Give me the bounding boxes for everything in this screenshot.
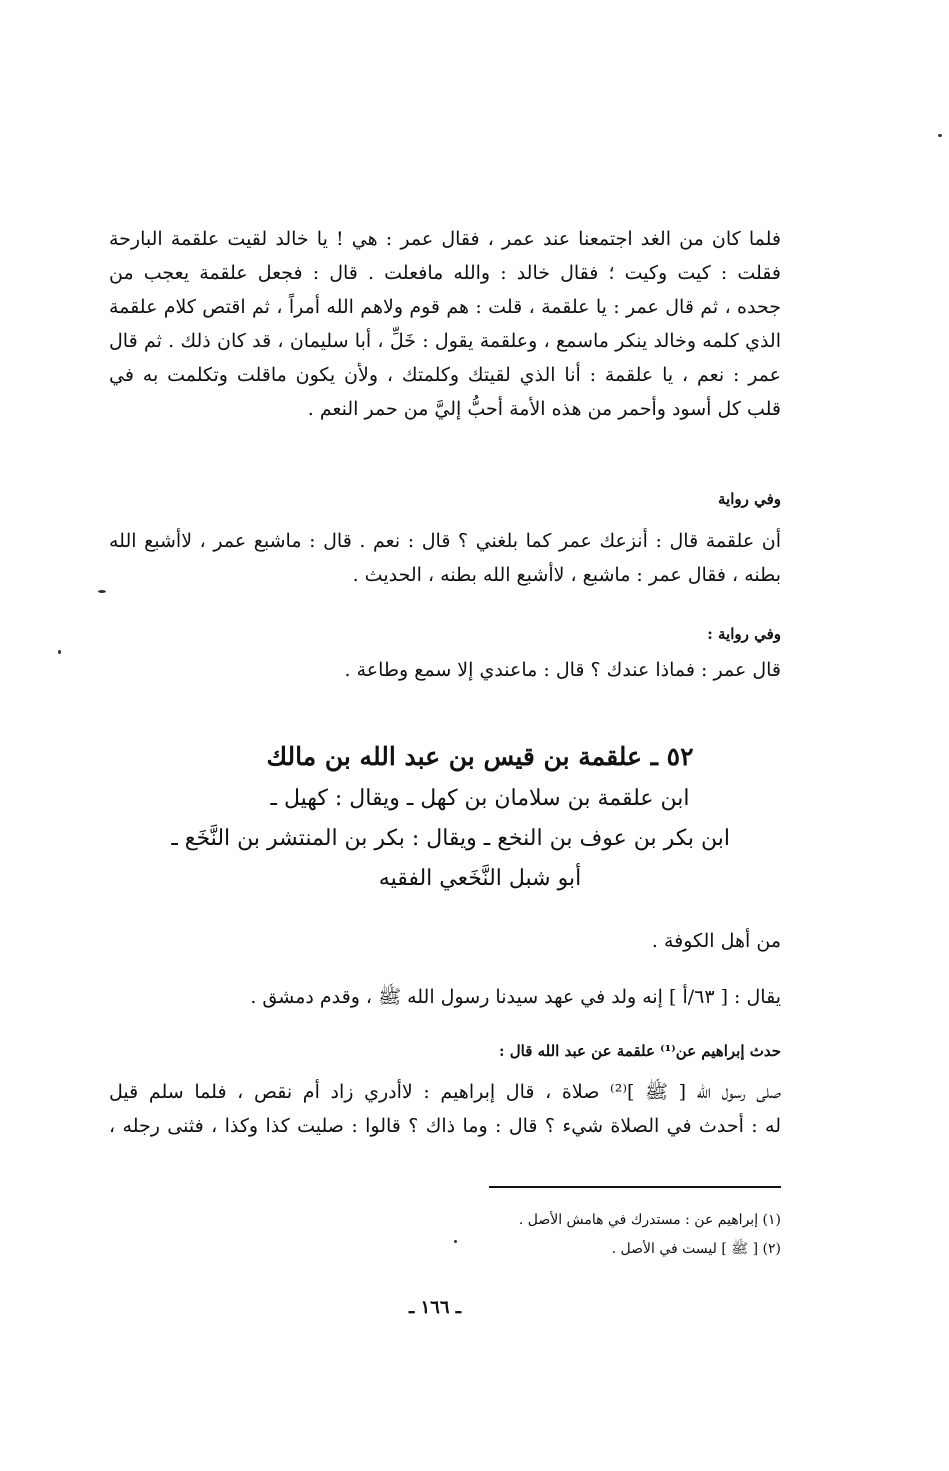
- footnote: (١) إبراهيم عن : مستدرك في هامش الأصل .: [518, 1212, 781, 1228]
- entry-title: ٥٢ ـ علقمة بن قيس بن عبد الله بن مالك: [266, 742, 694, 771]
- paragraph-line: عمر : نعم ، يا علقمة : أنا الذي لقيتك وكلمتك ، ولأن يكون ماقلت وتكلمت به في: [109, 364, 781, 386]
- riwaya-heading: وفي رواية :: [707, 625, 781, 643]
- paragraph-line: الذي كلمه وخالد ينكر ماسمع ، وعلقمة يقول : خَلِّ ، أبا سليمان ، قد كان ذلك . ثم قال: [109, 330, 781, 352]
- narrative-paragraph: [109, 222, 781, 426]
- scan-speck: [98, 590, 106, 593]
- paragraph-line: أن علقمة قال : أنزعك عمر كما بلغني ؟ قال : نعم . قال : ماشبع عمر ، لاأشبع الله: [109, 530, 781, 552]
- scan-speck: [454, 1240, 457, 1243]
- paragraph-line: فلما كان من الغد اجتمعنا عند عمر ، فقال عمر : هي ! يا خالد لقيت علقمة البارحة: [109, 228, 781, 250]
- scan-speck: [58, 650, 61, 654]
- footnote-divider: [489, 1186, 781, 1188]
- scan-speck: [938, 134, 942, 137]
- paragraph-line: فقلت : كيت وكيت ؛ فقال خالد : والله مافعلت . قال : فجعل علقمة يعجب من: [109, 262, 781, 284]
- origin-text: من أهل الكوفة .: [651, 930, 781, 952]
- entry-heading: [171, 735, 730, 899]
- riwaya-heading: وفي رواية: [717, 490, 781, 508]
- hadith-paragraph: [109, 1075, 781, 1143]
- entry-lineage-line: ابن علقمة بن سلامان بن كهل ـ ويقال : كهيل ـ: [270, 786, 690, 811]
- entry-kunya: أبو شبل النَّخَعي الفقيه: [378, 866, 582, 891]
- riwaya-paragraph: [109, 524, 781, 592]
- riwaya-text: قال عمر : فماذا عندك ؟ قال : ماعندي إلا سمع وطاعة .: [344, 659, 781, 681]
- birth-text: يقال : [ ٦٣/أ ] إنه ولد في عهد سيدنا رسول الله ﷺ ، وقدم دمشق .: [250, 986, 781, 1008]
- entry-lineage-line: ابن بكر بن عوف بن النخع ـ ويقال : بكر بن المنتشر بن النَّخَع ـ: [171, 826, 730, 851]
- paragraph-line: له : أحدث في الصلاة شيء ؟ قال : وما ذاك ؟ قالوا : صليت كذا وكذا ، فثنى رجله ،: [109, 1115, 781, 1137]
- isnad-line: حدث إبراهيم عن⁽¹⁾ علقمة عن عبد الله قال :: [498, 1042, 781, 1060]
- paragraph-line: قلب كل أسود وأحمر من هذه الأمة أحبُّ إليَّ من حمر النعم .: [307, 398, 781, 420]
- footnote: (٢) [ ﷺ ] ليست في الأصل .: [611, 1241, 781, 1257]
- page-number: ـ ١٦٦ ـ: [408, 1297, 462, 1318]
- paragraph-line: صلى رسول الله [ ﷺ ]⁽²⁾ صلاة ، قال إبراهيم : لاأدري زاد أم نقص ، فلما سلم قيل: [109, 1081, 781, 1103]
- paragraph-line: جحده ، ثم قال عمر : يا علقمة ، قلت : هم قوم ولاهم الله أمراً ، ثم اقتص كلام علقمة: [109, 296, 781, 318]
- paragraph-line: بطنه ، فقال عمر : ماشبع ، لاأشبع الله بطنه ، الحديث .: [352, 564, 781, 586]
